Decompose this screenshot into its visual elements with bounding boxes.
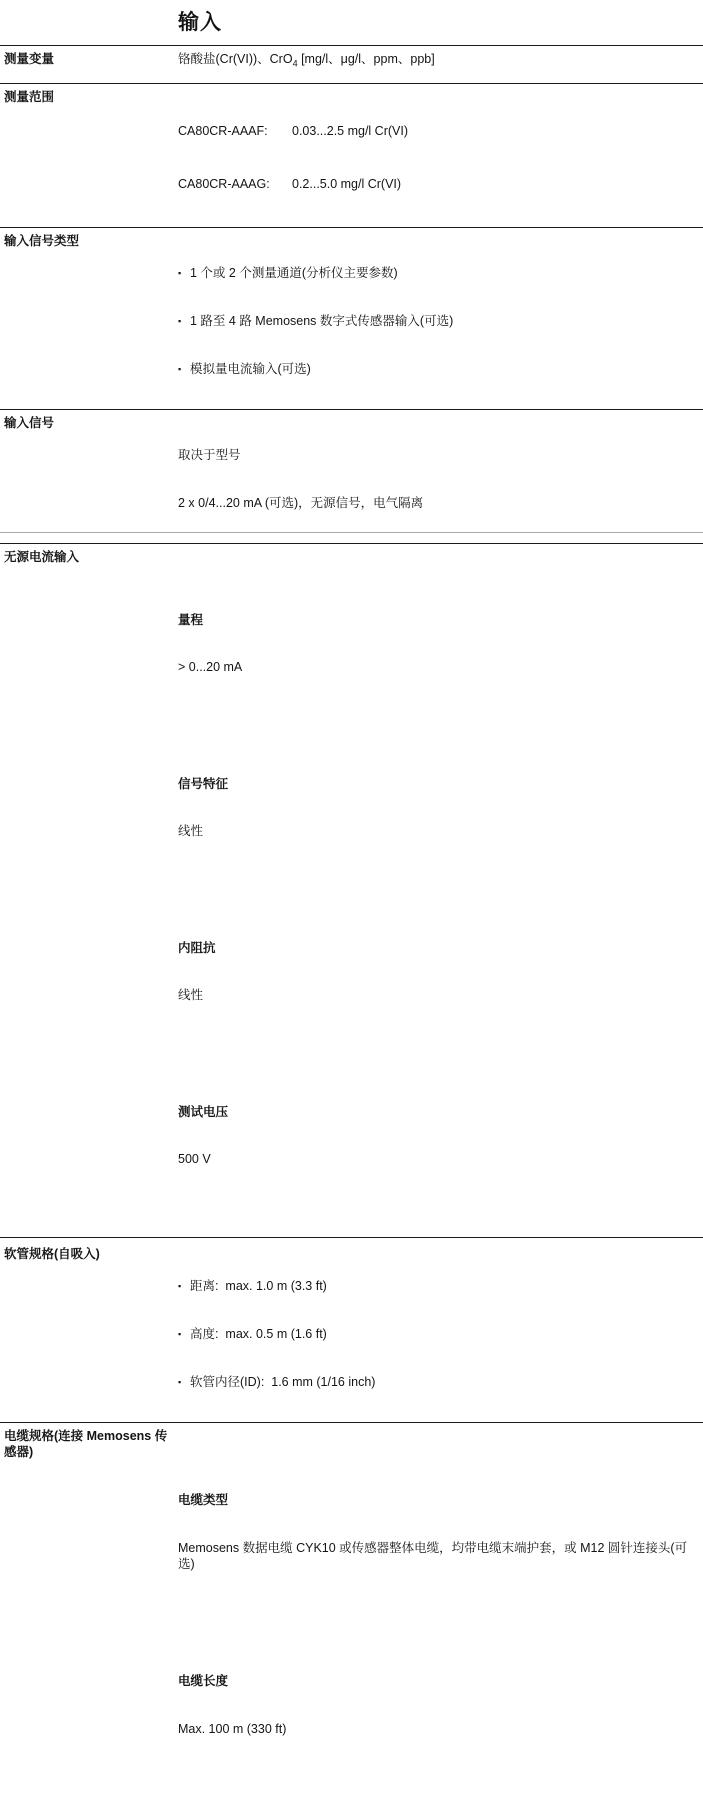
hose-specification-list [178,1246,703,1422]
row-label: 测量变量 [4,52,55,66]
range-line [178,121,703,142]
bullet-icon: ▪ [178,1329,182,1339]
list-item-text: 1 路至 4 路 Memosens 数字式传感器输入(可选) [190,314,454,328]
bullet-icon: ▪ [178,1281,182,1291]
list-item-text: 高度: max. 0.5 m (1.6 ft) [190,1327,327,1341]
spec-row-hose-specification [0,1237,703,1422]
measuring-range-values [178,89,703,227]
passive-current-input-groups [178,549,703,1237]
row-label: 测量范围 [4,90,55,104]
spec-group-value: 线性 [178,824,204,838]
spec-group [178,1073,703,1199]
range-value: 0.03...2.5 mg/l Cr(VI) [292,124,409,138]
spec-group [178,1460,703,1604]
spec-group [178,581,703,707]
datasheet-page [0,6,703,1736]
spec-row-input-signal-types [0,227,703,409]
spec-group-title: 电缆长度 [178,1674,229,1688]
text-line: 2 x 0/4...20 mA (可选)，无源信号，电气隔离 [178,496,424,510]
row-label: 软管规格(自吸入) [4,1247,100,1261]
spec-group [178,909,703,1035]
list-item-text: 1 个或 2 个测量通道(分析仪主要参数) [190,266,398,280]
list-item [178,1326,703,1342]
spec-row-input-signal [0,409,703,543]
spec-group-title: 电缆类型 [178,1493,229,1507]
chem-subscript: 4 [292,58,298,69]
bullet-icon: ▪ [178,268,182,278]
spec-group-value: > 0...20 mA [178,660,243,674]
spec-group-title: 内阻抗 [178,941,216,955]
row-label: 输入信号 [4,416,55,430]
spec-row-passive-current-input [0,543,703,1237]
range-model: CA80CR-AAAF: [178,124,268,138]
list-item-text: 模拟量电流输入(可选) [190,362,311,376]
bullet-icon: ▪ [178,364,182,374]
input-signal-types-list [178,233,703,409]
spec-row-measuring-range [0,83,703,227]
row-label: 电缆规格(连接 Memosens 传感器) [4,1429,168,1459]
range-value: 0.2...5.0 mg/l Cr(VI) [292,177,402,191]
spec-row-measured-variable [0,45,703,83]
range-line [178,174,703,195]
spec-group-value: Max. 100 m (330 ft) [178,1722,287,1736]
spec-group [178,1641,703,1769]
input-signal-values [178,415,703,543]
spec-group [178,745,703,871]
spec-group-title: 测试电压 [178,1105,229,1119]
range-model: CA80CR-AAAG: [178,177,270,191]
list-item [178,265,703,281]
measured-variable-pre: 铬酸盐(Cr(VI))、CrO [178,52,293,66]
list-item [178,313,703,329]
bullet-icon: ▪ [178,316,182,326]
spec-row-cable-specification [0,1422,703,1806]
spec-group-value: 线性 [178,988,204,1002]
measured-variable-value [178,51,703,83]
text-line: 取决于型号 [178,448,241,462]
list-item [178,1278,703,1294]
row-label: 输入信号类型 [4,234,80,248]
section-title: 输入 [178,11,222,34]
list-item-text: 软管内径(ID): 1.6 mm (1/16 inch) [190,1375,376,1389]
bullet-icon: ▪ [178,1377,182,1387]
list-item-text: 距离: max. 1.0 m (3.3 ft) [190,1279,327,1293]
spec-group-value: Memosens 数据电缆 CYK10 或传感器整体电缆，均带电缆末端护套，或 M12 圆针连接头(可选) [178,1541,688,1571]
row-label: 无源电流输入 [4,550,80,564]
spec-group-value: 500 V [178,1152,211,1166]
spec-group-title: 量程 [178,613,204,627]
list-item [178,1374,703,1390]
measured-variable-post: [mg/l、μg/l、ppm、ppb] [297,52,435,66]
cable-specification-groups [178,1428,703,1806]
list-item [178,361,703,377]
spec-group-title: 信号特征 [178,777,229,791]
